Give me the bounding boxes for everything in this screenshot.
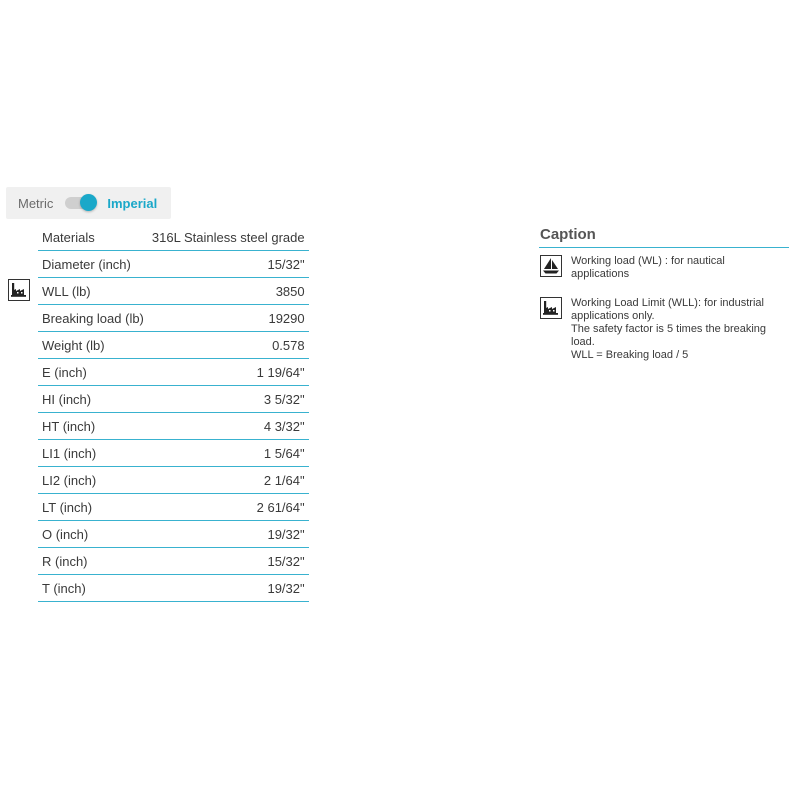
metric-label[interactable]: Metric [18,195,54,211]
spec-row [38,332,309,359]
caption-panel [539,222,789,248]
spec-value: 19/32" [148,575,309,602]
spec-row [38,386,309,413]
spec-value: 3 5/32" [148,386,309,413]
sailboat-icon [540,255,562,277]
imperial-label[interactable]: Imperial [107,195,158,211]
caption-text-wll [571,297,781,362]
spec-value: 19/32" [148,521,309,548]
spec-value: 3850 [148,278,309,305]
caption-line: Working Load Limit (WLL): for industrial [571,297,764,309]
spec-row [38,359,309,386]
spec-label: LT (inch) [38,494,148,521]
spec-label: WLL (lb) [38,278,148,305]
spec-label: T (inch) [38,575,148,602]
spec-value: 4 3/32" [148,413,309,440]
caption-line: applications only. [571,310,655,322]
spec-label: O (inch) [38,521,148,548]
spec-row [38,440,309,467]
specs-table [38,224,309,602]
spec-value: 0.578 [148,332,309,359]
spec-label: Weight (lb) [38,332,148,359]
unit-toggle [6,187,171,219]
spec-label: E (inch) [38,359,148,386]
factory-icon [8,279,30,301]
caption-item-wll [540,297,781,362]
specs-table-body [38,224,309,602]
spec-row [38,575,309,602]
spec-value: 2 1/64" [148,467,309,494]
caption-line: The safety factor is 5 times the breaking [571,323,767,335]
spec-label: HI (inch) [38,386,148,413]
spec-value: 316L Stainless steel grade [148,224,309,251]
caption-line: Working load (WL) : for nautical [571,255,725,267]
caption-item-wl [540,255,781,281]
caption-text-wl [571,255,781,281]
spec-label: Diameter (inch) [38,251,148,278]
spec-value: 2 61/64" [148,494,309,521]
spec-label: Materials [38,224,148,251]
caption-line: load. [571,336,595,348]
spec-row [38,467,309,494]
spec-value: 1 19/64" [148,359,309,386]
spec-row [38,521,309,548]
spec-label: Breaking load (lb) [38,305,148,332]
spec-value: 15/32" [148,548,309,575]
spec-row [38,305,309,332]
spec-label: HT (inch) [38,413,148,440]
spec-row [38,278,309,305]
switch-knob [80,194,97,211]
spec-label: LI2 (inch) [38,467,148,494]
caption-line: applications [571,268,630,280]
spec-value: 15/32" [148,251,309,278]
spec-value: 1 5/64" [148,440,309,467]
spec-label: R (inch) [38,548,148,575]
spec-label: LI1 (inch) [38,440,148,467]
caption-line: WLL = Breaking load / 5 [571,349,689,361]
factory-icon [540,297,562,319]
spec-row [38,251,309,278]
spec-row [38,494,309,521]
spec-value: 19290 [148,305,309,332]
spec-row [38,413,309,440]
caption-title: Caption [539,222,789,248]
spec-row [38,548,309,575]
unit-switch[interactable] [65,197,95,209]
spec-row [38,224,309,251]
